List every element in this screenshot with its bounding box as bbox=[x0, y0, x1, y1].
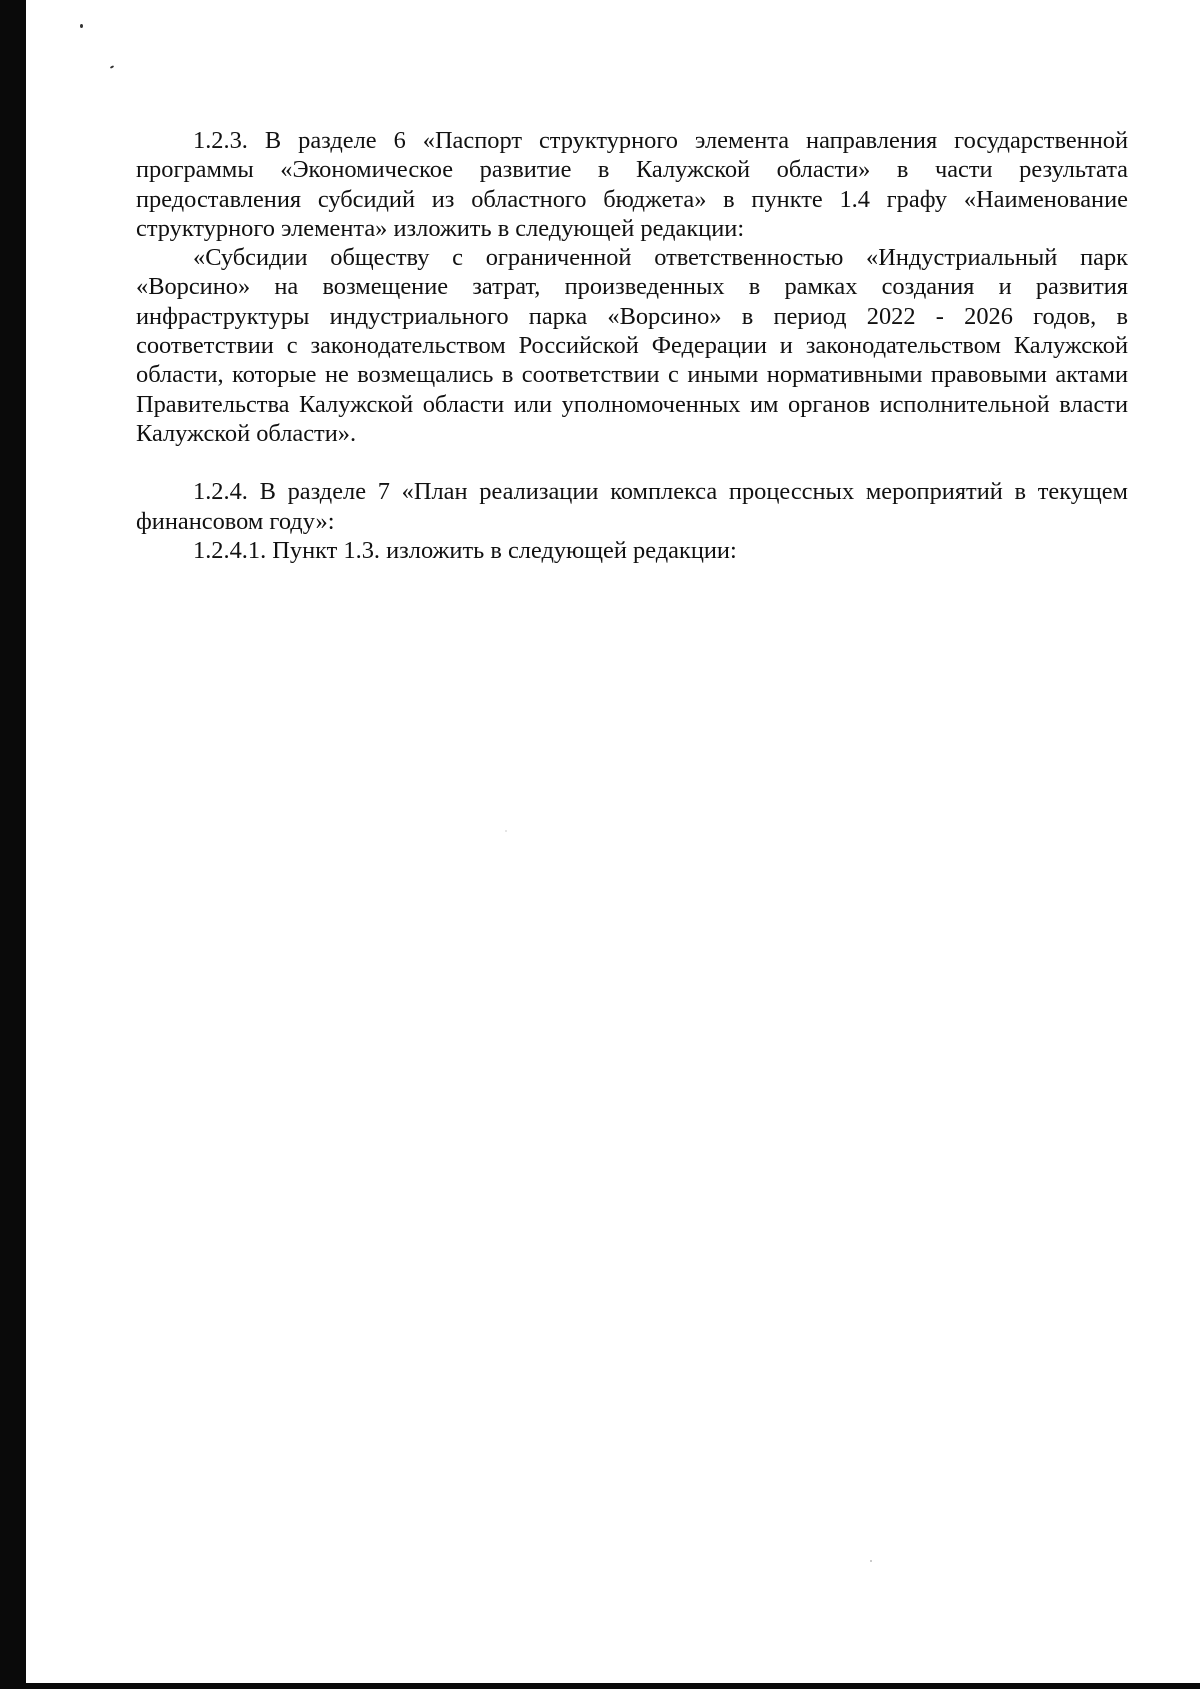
scan-border-bottom bbox=[0, 1683, 1200, 1689]
scan-speck bbox=[110, 65, 114, 69]
scan-speck bbox=[505, 830, 507, 832]
paragraph-1-2-3: 1.2.3. В разделе 6 «Паспорт структурного элемента направления государственной программы «Экономическое развитие в Калужской области» в части результата предоставления субсидий из областного бюджета» в пункте 1.4 графу «Наименование структурного элемента» изложить в следующей редакции: bbox=[136, 127, 1128, 242]
document-page bbox=[136, 126, 1128, 565]
scan-border-left bbox=[0, 0, 26, 1689]
scan-speck bbox=[870, 1560, 872, 1562]
paragraph-1-2-4-1: 1.2.4.1. Пункт 1.3. изложить в следующей редакции: bbox=[193, 536, 737, 564]
paragraph-quote-subsidy: «Субсидии обществу с ограниченной ответственностью «Индустриальный парк «Ворсино» на возмещение затрат, произведенных в рамках создания и развития инфраструктуры индустриального парка «Ворсино» в период 2022 - 2026 годов, в соответствии с законодательством Российской Федерации и законодательством Калужской области, которые не возмещались в соответствии с иными нормативными правовыми актами Правительства Калужской области или уполномоченных им органов исполнительной власти Калужской области». bbox=[136, 244, 1128, 447]
paragraph-1-2-4: 1.2.4. В разделе 7 «План реализации комплекса процессных мероприятий в текущем финансовом году»: bbox=[136, 478, 1128, 535]
scan-speck bbox=[80, 24, 83, 28]
